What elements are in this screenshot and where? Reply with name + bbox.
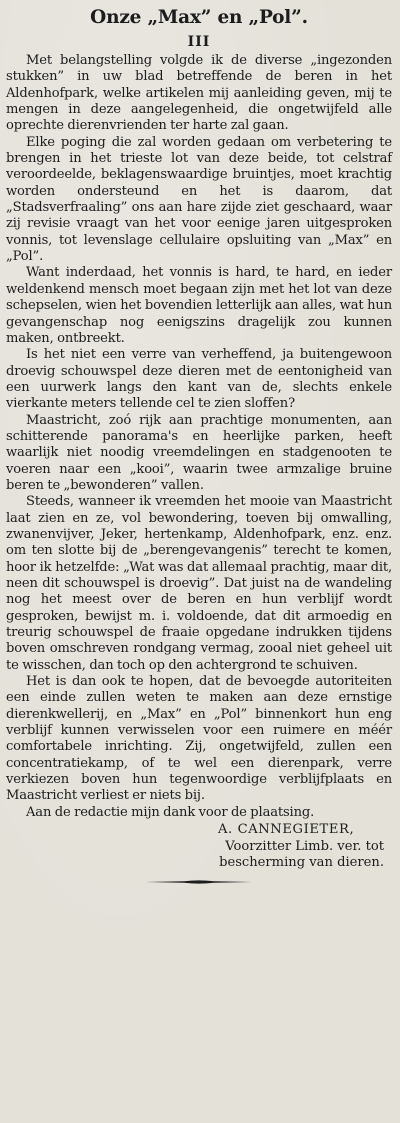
paragraph-visitors: Steeds, wanneer ik vreemden het mooie van Maastricht laat zien en ze, vol bewondering, toeven bij omwalling, zwanenvijver, Jeker, hertenkamp, Aldenhofpark, enz. enz. om ten slotte bij de „berengevangenis” terecht te komen, hoor ik hetzelfde: „Wat was dat allemaal prachtig, maar dit, neen dit schouwspel is droevig”. Dat juist na de wandeling nog het meest over de beren en hun verblijf wordt gesproken, bewijst m. i. voldoende, dat dit armoedig en treurig schouwspel de fraaie opgedane indrukken tijdens boven omschreven rondgang vermag, zooal niet geheel uit te wisschen, dan toch op den achtergrond te schuiven. bbox=[6, 494, 392, 673]
paragraph-question: Is het niet een verre van verheffend, ja buitengewoon droevig schouwspel deze dieren met de eentonigheid van een uurwerk langs den kant van de, slechts enkele vierkante meters tellende cel te zien sloffen? bbox=[6, 347, 392, 412]
paragraph-hope: Het is dan ook te hopen, dat de bevoegde autoriteiten een einde zullen weten te maken aan deze ernstige dierenkwellerij, en „Max” en „Pol” binnenkort hun eng verblijf kunnen verwisselen voor een ruimere en méér comfortabele inrichting. Zij, ongetwijfeld, zullen een concentratiekamp, of te wel een dierenpark, verre verkiezen boven hun tegenwoordige verblijfplaats en Maastricht verliest er niets bij. bbox=[6, 674, 392, 804]
article-body bbox=[6, 53, 392, 821]
paragraph-intro: Met belangstelling volgde ik de diverse „ingezonden stukken” in uw blad betreffende de beren in het Aldenhofpark, welke artikelen mij aanleiding geven, mij te mengen in deze aangelegenheid, die ongetwijfeld alle oprechte dierenvrienden ter harte zal gaan. bbox=[6, 53, 392, 134]
signature-block bbox=[6, 822, 392, 872]
article-title: Onze „Max” en „Pol”. bbox=[90, 7, 308, 28]
paragraph-verdict: Want inderdaad, het vonnis is hard, te hard, en ieder weldenkend mensch moet begaan zijn met het lot van deze schepselen, wien het bovendien letterlijk aan alles, wat hun gevangenschap nog eenigszins dragelijk zou kunnen maken, ontbreekt. bbox=[6, 265, 392, 346]
paragraph-maastricht: Maastricht, zoó rijk aan prachtige monumenten, aan schitterende panorama's en heerlijke parken, heeft waarlijk niet noodig vreemdelingen en stadgenooten te voeren naar een „kooi”, waarin twee armzalige bruine beren te „bewonderen” vallen. bbox=[6, 412, 392, 493]
closing-rule-ornament bbox=[144, 878, 254, 886]
paragraph-support: Elke poging die zal worden gedaan om verbetering te brengen in het trieste lot van deze beide, tot celstraf veroordeelde, beklagenswaardige bruintjes, moet krachtig worden ondersteund en het is daarom, dat „Stadsverfraaling” ons aan hare zijde ziet geschaard, waar zij revisie vraagt van het voor eenige jaren uitgesproken vonnis, tot levenslage cellulaire opsluiting van „Max” en „Pol”. bbox=[6, 134, 392, 265]
signature-role-line-2: bescherming van dieren. bbox=[219, 855, 384, 871]
signature-role-line-1: Voorzitter Limb. ver. tot bbox=[225, 838, 384, 854]
section-number: III bbox=[187, 34, 211, 50]
paragraph-thanks: Aan de redactie mijn dank voor de plaatsing. bbox=[26, 804, 315, 820]
signature-name: A. CANNEGIETER, bbox=[218, 822, 355, 838]
